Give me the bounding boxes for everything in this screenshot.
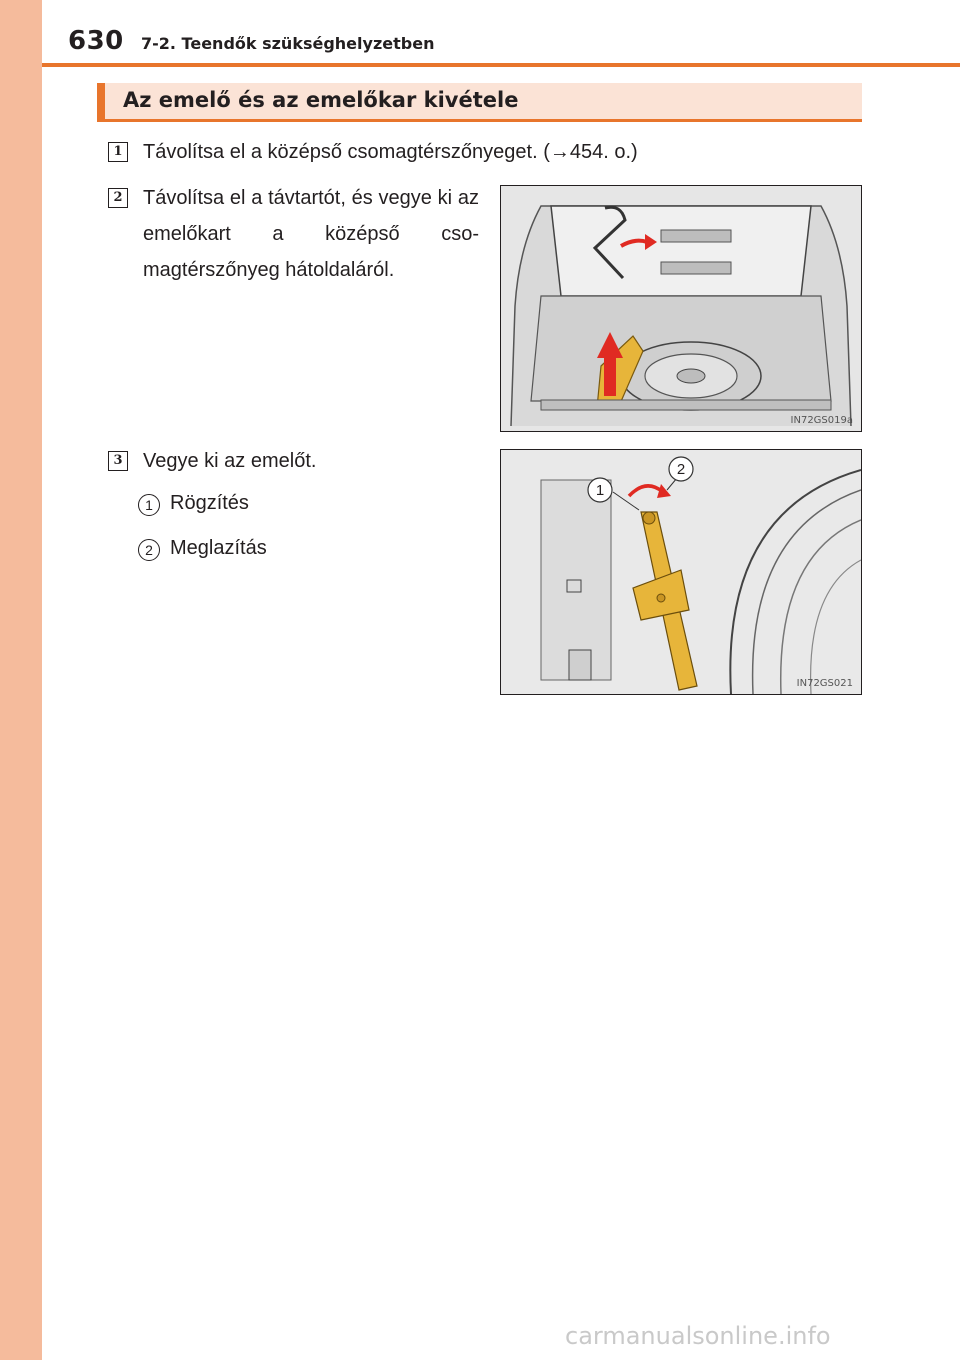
figure-2-callout-2: 2 — [676, 461, 686, 478]
figure-1-code: IN72GS019a — [790, 415, 853, 426]
header-divider — [42, 63, 960, 67]
figure-jack-removal — [500, 449, 862, 695]
figure-2-callout-1: 1 — [595, 482, 605, 499]
figure-2-code: IN72GS021 — [796, 678, 853, 689]
section-title: Az emelő és az emelőkar kivétele — [123, 88, 519, 112]
figure-trunk-jack-lever — [500, 185, 862, 432]
step-2-text: Távolítsa el a távtartót, és vegye ki az emelőkart a középső cso-magtérszőnyeg hátoldaláról. — [143, 187, 479, 281]
sub-item-1-label: Rögzítés — [170, 492, 249, 514]
section-heading-box — [97, 83, 862, 122]
step-1-number: 1 — [108, 142, 128, 162]
sub-item-2-number: 2 — [138, 539, 160, 561]
step-1-text: Távolítsa el a középső csomagtérszőnyeget. (→454. o.) — [143, 141, 638, 163]
page-number: 630 — [68, 26, 124, 56]
trunk-illustration — [501, 186, 861, 431]
step-3-number: 3 — [108, 451, 128, 471]
step-2-number: 2 — [108, 188, 128, 208]
sub-item-1-number: 1 — [138, 494, 160, 516]
sub-item-2-label: Meglazítás — [170, 537, 267, 559]
jack-illustration — [501, 450, 861, 694]
watermark: carmanualsonline.info — [565, 1322, 831, 1350]
side-tab-strip — [0, 0, 42, 1360]
chapter-title: 7-2. Teendők szükséghelyzetben — [141, 34, 435, 53]
step-3-text: Vegye ki az emelőt. — [143, 450, 317, 472]
